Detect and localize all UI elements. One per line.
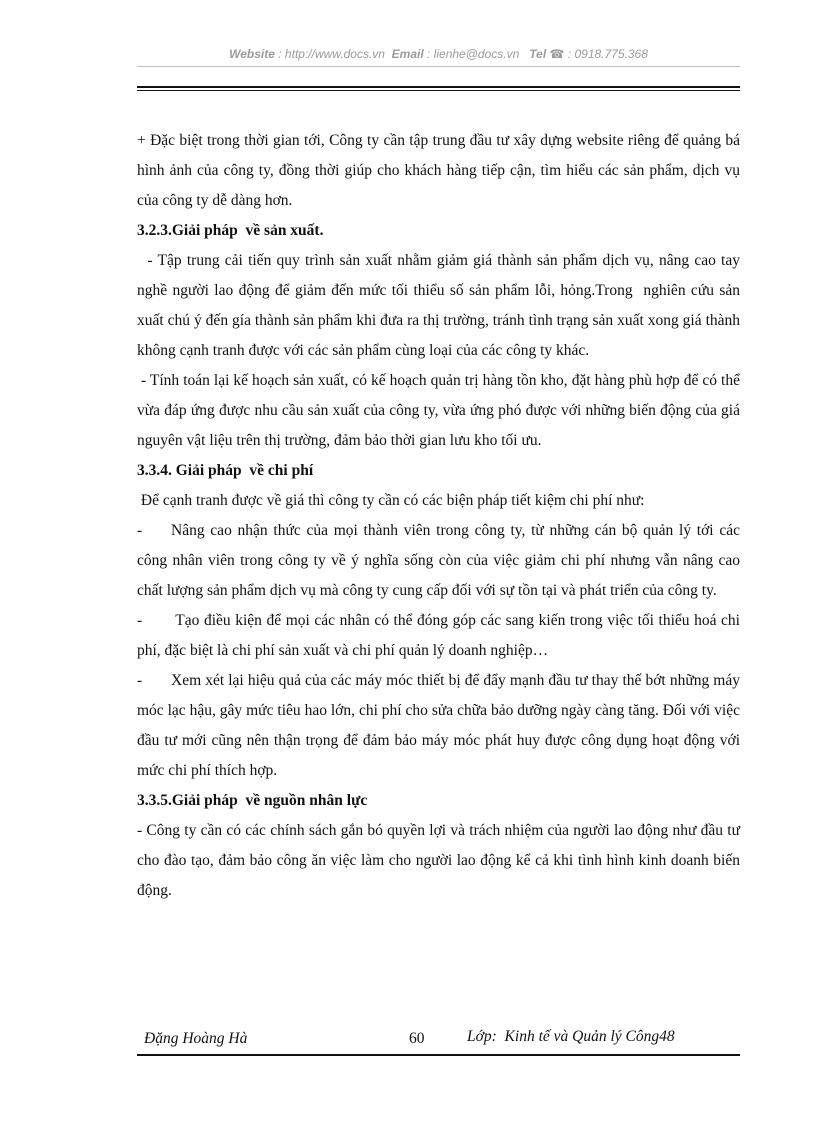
heading-cost: 3.3.4. Giải pháp về chi phí (137, 462, 314, 479)
list-item-awareness (137, 516, 740, 606)
email-label: Email (391, 47, 424, 61)
website-label: Website (229, 47, 275, 61)
page-footer (137, 1030, 740, 1054)
footer-class: Lớp: Kinh tế và Quản lý Công48 (467, 1028, 675, 1045)
list-dash: - (137, 522, 143, 539)
tel-value: ☎ : 0918.775.368 (549, 47, 648, 61)
list-dash: - (137, 672, 143, 689)
list-item-equipment (137, 666, 740, 786)
page-number: 60 (409, 1030, 425, 1047)
website-value: : http://www.docs.vn (278, 47, 385, 61)
email-value: : lienhe@docs.vn (427, 47, 520, 61)
list-item-text: Xem xét lại hiệu quả của các máy móc thiết bị để đẩy mạnh đầu tư thay thế bớt những máy móc lạc hậu, gây mức tiêu hao lớn, chi phí cho sửa chữa bảo dưỡng ngày càng tăng. Đối với việc đầu tư mới cũng nên thận trọng để đảm bảo máy móc phát huy được công dụng hoạt động với mức chi phí thích hợp. (137, 672, 740, 779)
footer-author: Đặng Hoàng Hà (144, 1030, 248, 1047)
paragraph-production-2: - Tính toán lại kế hoạch sản xuất, có kế hoạch quản trị hàng tồn kho, đặt hàng phù hợp để có thể vừa đáp ứng được nhu cầu sản xuất của công ty, vừa ứng phó được với những biến động của giá nguyên vật liệu trên thị trường, đảm bảo thời gian lưu kho tối ưu. (137, 372, 744, 449)
tel-label: Tel (529, 47, 547, 61)
header-divider (137, 66, 740, 67)
paragraph-website: + Đặc biệt trong thời gian tới, Công ty cần tập trung đầu tư xây dựng website riêng để quảng bá hình ảnh của công ty, đồng thời giúp cho khách hàng tiếp cận, tìm hiểu các sản phẩm, dịch vụ của công ty dễ dàng hơn. (137, 132, 740, 209)
page-header (137, 47, 740, 61)
footer-rule (137, 1054, 740, 1056)
paragraph-cost-intro: Để cạnh tranh được về giá thì công ty cần có các biện pháp tiết kiệm chi phí như: (137, 492, 645, 509)
header-double-rule-top (137, 86, 740, 88)
list-dash: - (137, 612, 143, 629)
heading-human-resources: 3.3.5.Giải pháp về nguồn nhân lực (137, 792, 368, 809)
document-body (137, 126, 744, 906)
header-double-rule-bottom (137, 90, 740, 91)
heading-production: 3.2.3.Giải pháp về sản xuất. (137, 222, 324, 239)
paragraph-human-resources: - Công ty cần có các chính sách gắn bó quyền lợi và trách nhiệm của người lao động như đầu tư cho đào tạo, đảm bảo công ăn việc làm cho người lao động kể cả khi tình hình kinh doanh biến động. (137, 822, 740, 899)
paragraph-production-1: - Tập trung cải tiến quy trình sản xuất nhằm giảm giá thành sản phẩm dịch vụ, nâng cao tay nghề người lao động để giảm đến mức tối thiểu số sản phẩm lỗi, hỏng.Trong nghiên cứu sản xuất chú ý đến gía thành sản phẩm khi đưa ra thị trường, tránh tình trạng sản xuất xong giá thành không cạnh tranh được với các sản phẩm cùng loại của các công ty khác. (137, 252, 744, 359)
list-item-text: Nâng cao nhận thức của mọi thành viên trong công ty, từ những cán bộ quản lý tới các công nhân viên trong công ty về ý nghĩa sống còn của việc giảm chi phí nhưng vẫn nâng cao chất lượng sản phẩm dịch vụ mà công ty cung cấp đối với sự tồn tại và phát triển của công ty. (137, 522, 740, 599)
list-item-initiatives (137, 606, 744, 666)
list-item-text: Tạo điều kiện để mọi các nhân có thể đóng góp các sang kiến trong việc tối thiểu hoá chi phí, đặc biệt là chi phí sản xuất và chi phí quản lý doanh nghiệp… (137, 612, 744, 659)
